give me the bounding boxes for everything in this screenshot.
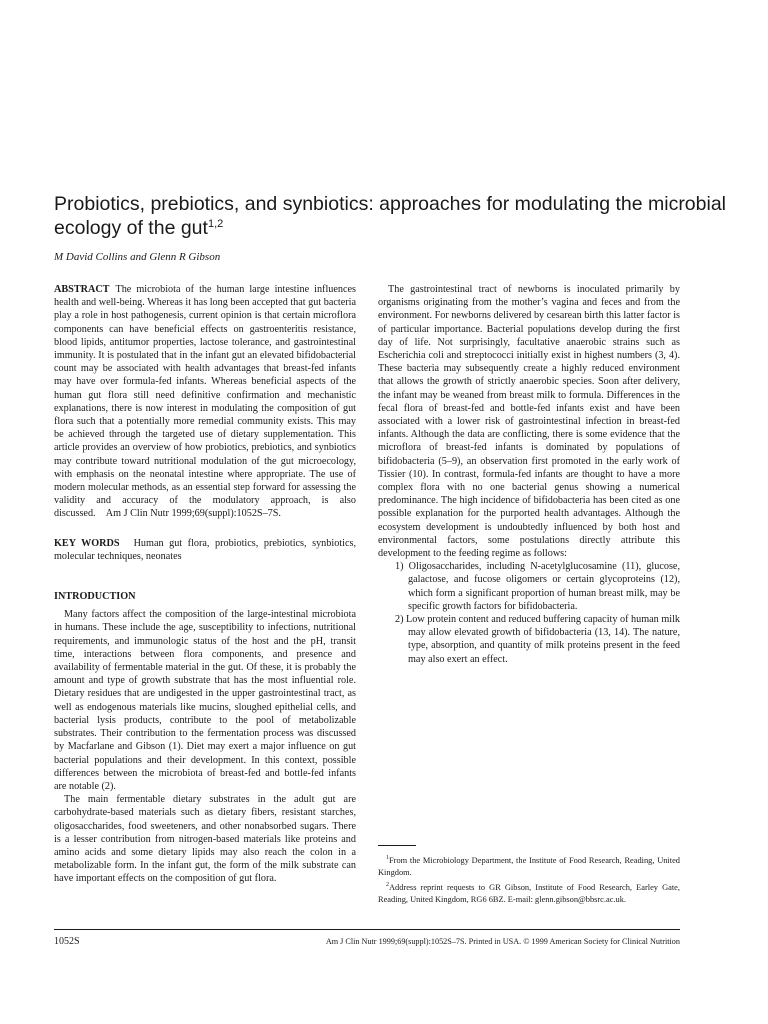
footnote-1 <box>378 852 680 879</box>
footer-divider <box>54 929 680 930</box>
intro-paragraph-1: Many factors affect the composition of the large-intestinal microbiota in humans. These include the age, susceptibility to infections, nutritional requirements, and immunologic status of the host and the pH, transit time, interactions between flora components, and presence and availability of fermentable material in the gut. Of these, it is probably the amount and type of growth substrate that has the most influential role. Dietary residues that are undigested in the upper gastrointestinal tract, as well as endogenous materials like mucins, sloughed epithelial cells, and bacterial lysis products, contribute to the pool of metabolizable substrates. Their contribution to the fermentation process was discussed by Macfarlane and Gibson (1). Diet may exert a major influence on gut bacterial populations and their development. In this context, possible differences between the microbiota of breast-fed and bottle-fed infants are notable (2). <box>54 609 356 792</box>
keywords <box>54 537 356 563</box>
list-item: 1) Oligosaccharides, including N-acetylglucosamine (11), glucose, galactose, and fucose oligomers or certain glycoproteins (12), which form a significant proportion of human breast milk, may be specific growth factors for bifidobacteria. <box>395 561 680 612</box>
article-title-text: Probiotics, prebiotics, and synbiotics: approaches for modulating the microbial ecology of the gut <box>54 193 727 239</box>
footnote-mark: 1 <box>386 855 389 861</box>
abstract-text: The microbiota of the human large intestine influences health and well-being. Whereas it has long been accepted that gut bacteria play a role in host pathogenesis, current opinion is that certain microflora components can have beneficial effects on gastroenteritis resistance, blood lipids, antitumor properties, lactose tolerance, and gastrointestinal immunity. It is postulated that in the infant gut an elevated bifidobacterial count may be associated with health advantages that breast-fed infants may have over formula-fed infants. Whereas beneficial aspects of the human gut flora still need definitive confirmation and mechanistic explanations, there is now interest in modulating the composition of gut flora such that a potentially more remedial community exists. This may be achieved through the targeted use of dietary supplementation. This article provides an overview of how probiotics, prebiotics, and synbiotics may contribute toward nutritional modulation of the gut microecology, with emphasis on the neonatal intestine where appropriate. The use of modern molecular methods, as an essential step forward for assessing the validity and accuracy of the modulatory approach, is also discussed. <box>54 284 356 520</box>
footnote-2 <box>378 879 680 906</box>
intro-paragraph-2: The main fermentable dietary substrates in the adult gut are carbohydrate-based materials such as dietary fibers, resistant starches, oligosaccharides, food sweeteners, and other nonabsorbed sugars. There is a lesser contribution from nitrogen-based materials like proteins and amino acids and some dietary lipids may also reach the colon in a metabolizable form. In the infant gut, the form of the milk substrate can have important effects on the composition of gut flora. <box>54 794 356 885</box>
footnote-divider <box>378 845 416 846</box>
footnote-text: Address reprint requests to GR Gibson, Institute of Food Research, Earley Gate, Reading, United Kingdom, RG6 6BZ. E-mail: glenn.gibson@bbsrc.ac.uk. <box>378 883 680 905</box>
list-item: 2) Low protein content and reduced buffering capacity of human milk may allow elevated growth of bifidobacteria (13, 14). The nature, type, absorption, and quantity of milk proteins present in the feed may also exert an effect. <box>395 614 680 665</box>
abstract-label: ABSTRACT <box>54 284 110 295</box>
footnote-text: From the Microbiology Department, the Institute of Food Research, Reading, United Kingdom. <box>378 855 680 877</box>
left-column <box>54 283 356 886</box>
right-column <box>378 283 680 666</box>
footnote-mark: 2 <box>386 882 389 889</box>
footnotes <box>378 852 680 906</box>
keywords-label: KEY WORDS <box>54 537 120 549</box>
abstract-citation: Am J Clin Nutr 1999;69(suppl):1052S–7S. <box>105 508 281 520</box>
section-heading-introduction: INTRODUCTION <box>54 591 136 603</box>
title-footnote-marks: 1,2 <box>207 218 224 230</box>
author-list: M David Collins and Glenn R Gibson <box>54 251 221 263</box>
abstract <box>54 283 356 521</box>
keywords-text: Human gut flora, probiotics, prebiotics, synbiotics, molecular techniques, neonates <box>54 537 356 562</box>
page-number: 1052S <box>54 936 80 947</box>
running-footer: Am J Clin Nutr 1999;69(suppl):1052S–7S. Printed in USA. © 1999 American Society for Clinical Nutrition <box>325 937 680 946</box>
article-title <box>54 192 734 240</box>
intro-paragraph-3: The gastrointestinal tract of newborns is inoculated primarily by organisms originating from the mother’s vagina and feces and from the environment. For newborns delivered by cesarean birth this latter factor is of particular importance. Bacterial populations develop during the first day of life. Not surprisingly, facultative anaerobic strains such as Escherichia coli and streptococci initially exist in highest numbers (3, 4). These bacteria may subsequently create a highly reduced environment that allows the growth of strictly anaerobic species. Soon after delivery, the infant may be weaned from breast milk to formula. Differences in the fecal flora of breast-fed and bottle-fed infants exist and have been associated with a lower risk of gastrointestinal infection in breast-fed infants. Although the data are conflicting, there is some evidence that the microflora of breast-fed infants is dominated by populations of bifidobacteria (5–9), an observation first promoted in the early work of Tissier (10). In contrast, formula-fed infants are thought to have a more complex flora with no one bacterial genus showing a numerical predominance. The high incidence of bifidobacteria has been cited as one possible explanation for the purported health advantages. Although the ecosystem development is undoubtedly influenced by both host and environmental factors, some postulations directly attribute this development to the feeding regime as follows: <box>378 284 680 560</box>
